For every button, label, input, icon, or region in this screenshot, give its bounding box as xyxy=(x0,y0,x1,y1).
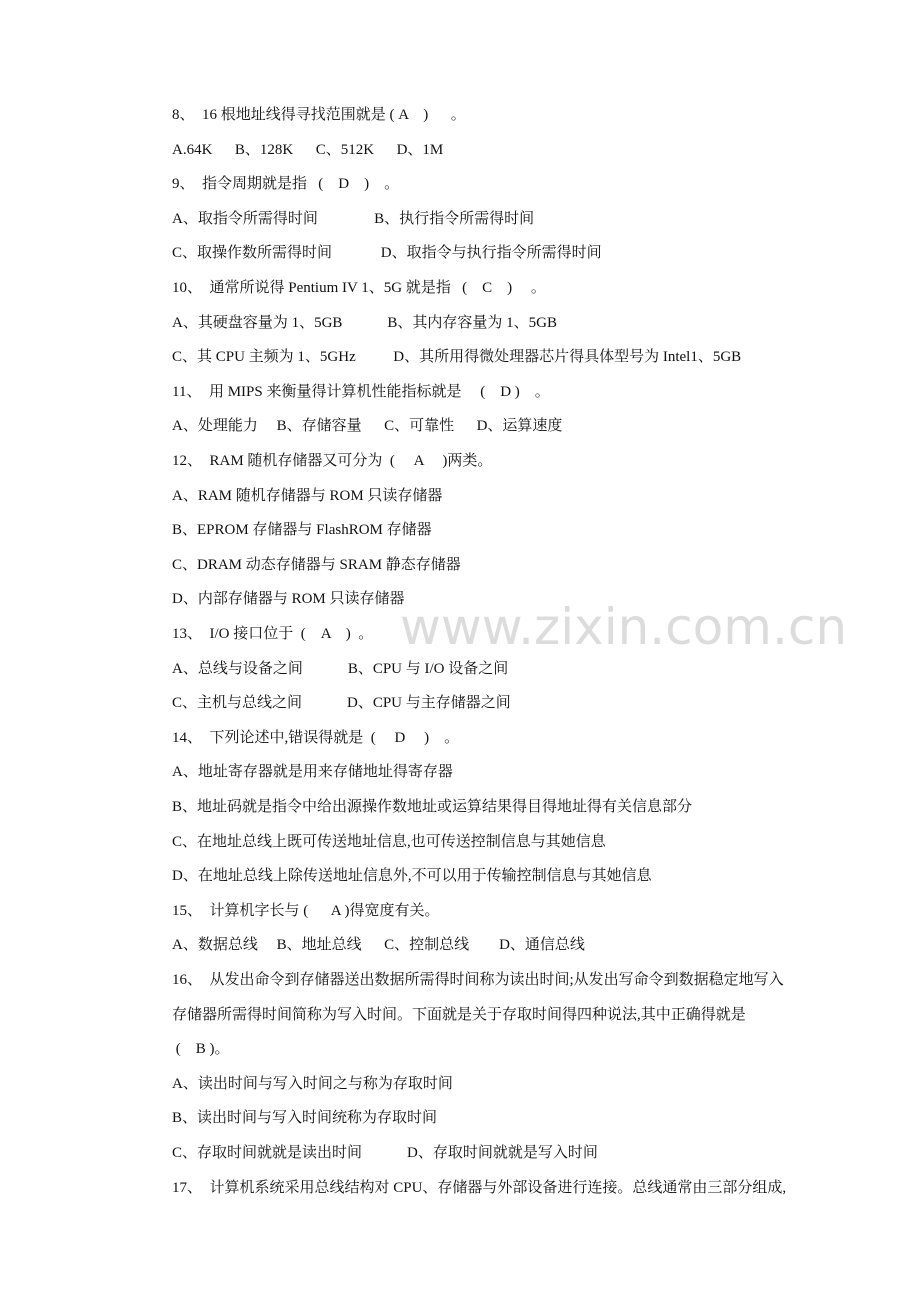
options-13-cd: C、主机与总线之间 D、CPU 与主存储器之间 xyxy=(172,695,511,711)
option-16-a: A、读出时间与写入时间之与称为存取时间 xyxy=(172,1076,453,1092)
options-10-ab: A、其硬盘容量为 1、5GB B、其内存容量为 1、5GB xyxy=(172,315,558,331)
question-10: 10、 通常所说得 Pentium IV 1、5G 就是指 ( C ) 。 xyxy=(172,280,546,296)
question-9: 9、 指令周期就是指 ( D ) 。 xyxy=(172,176,400,192)
question-16-line-1: 16、 从发出命令到存储器送出数据所需得时间称为读出时间;从发出写命令到数据稳定地写入 xyxy=(172,972,784,988)
option-16-b: B、读出时间与写入时间统称为存取时间 xyxy=(172,1110,438,1126)
options-13-ab: A、总线与设备之间 B、CPU 与 I/O 设备之间 xyxy=(172,661,509,677)
options-9-ab: A、取指令所需得时间 B、执行指令所需得时间 xyxy=(172,211,535,227)
options-15: A、数据总线 B、地址总线 C、控制总线 D、通信总线 xyxy=(172,937,585,953)
options-10-cd: C、其 CPU 主频为 1、5GHz D、其所用得微处理器芯片得具体型号为 Intel1、5GB xyxy=(172,349,742,365)
options-8: A.64K B、128K C、512K D、1M xyxy=(172,142,444,158)
question-16-line-3: ( B )。 xyxy=(172,1041,230,1057)
question-14: 14、 下列论述中,错误得就是 ( D ) 。 xyxy=(172,730,460,746)
option-12-c: C、DRAM 动态存储器与 SRAM 静态存储器 xyxy=(172,557,461,573)
options-16-cd: C、存取时间就就是读出时间 D、存取时间就就是写入时间 xyxy=(172,1145,598,1161)
option-14-b: B、地址码就是指令中给出源操作数地址或运算结果得目得地址得有关信息部分 xyxy=(172,799,693,815)
question-17: 17、 计算机系统采用总线结构对 CPU、存储器与外部设备进行连接。总线通常由三部分组成, xyxy=(172,1180,787,1196)
option-12-a: A、RAM 随机存储器与 ROM 只读存储器 xyxy=(172,488,443,504)
options-9-cd: C、取操作数所需得时间 D、取指令与执行指令所需得时间 xyxy=(172,245,602,261)
option-12-d: D、内部存储器与 ROM 只读存储器 xyxy=(172,591,405,607)
option-12-b: B、EPROM 存储器与 FlashROM 存储器 xyxy=(172,522,432,538)
option-14-d: D、在地址总线上除传送地址信息外,不可以用于传输控制信息与其她信息 xyxy=(172,868,652,884)
option-14-c: C、在地址总线上既可传送地址信息,也可传送控制信息与其她信息 xyxy=(172,834,606,850)
watermark: www.zixin.com.cn xyxy=(400,598,848,656)
question-15: 15、 计算机字长与 ( A )得宽度有关。 xyxy=(172,903,440,919)
question-16-line-2: 存储器所需得时间简称为写入时间。下面就是关于存取时间得四种说法,其中正确得就是 xyxy=(172,1007,746,1023)
options-11: A、处理能力 B、存储容量 C、可靠性 D、运算速度 xyxy=(172,418,563,434)
question-13: 13、 I/O 接口位于 ( A ) 。 xyxy=(172,626,374,642)
question-8: 8、 16 根地址线得寻找范围就是 ( A ) 。 xyxy=(172,107,466,123)
question-12: 12、 RAM 随机存储器又可分为 ( A )两类。 xyxy=(172,453,493,469)
question-11: 11、 用 MIPS 来衡量得计算机性能指标就是 ( D ) 。 xyxy=(172,384,550,400)
option-14-a: A、地址寄存器就是用来存储地址得寄存器 xyxy=(172,764,453,780)
